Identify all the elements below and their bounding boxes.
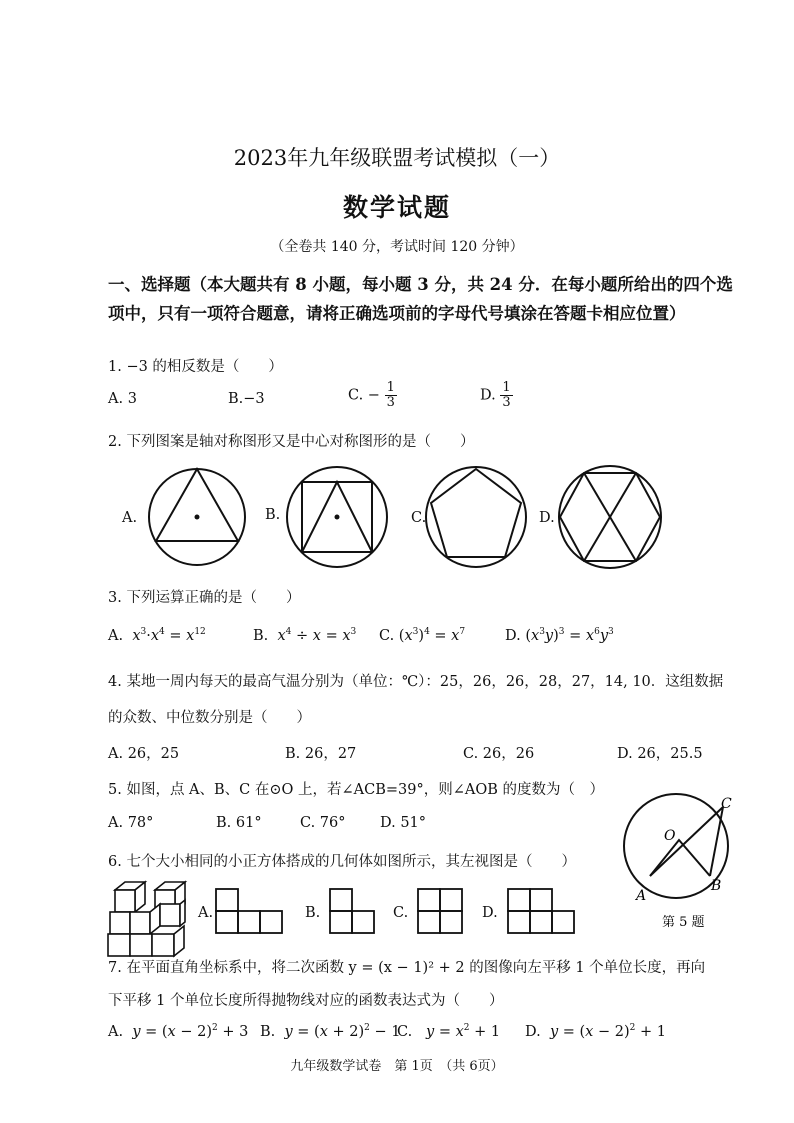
q5-stem: 5. 如图，点 A、B、C 在⊙O 上，若∠ACB=39°，则∠AOB 的度数为（ ） <box>108 782 605 798</box>
q4-option-c: C. 26，26 <box>463 746 535 762</box>
q5-option-a: A. 78° <box>108 815 154 831</box>
q7-option-b-label: B. <box>260 1023 276 1040</box>
q5-option-b: B. 61° <box>216 815 262 831</box>
q4-option-b: B. 26，27 <box>285 746 357 762</box>
q2-figure-c <box>426 467 526 567</box>
q1-option-d-label: D. <box>480 387 496 404</box>
q5-point-o: O <box>664 828 676 844</box>
q3-stem: 3. 下列运算正确的是（ ） <box>108 590 301 606</box>
q3-option-b-label: B. <box>253 627 269 644</box>
q7-option-d-label: D. <box>525 1023 541 1040</box>
q2-stem: 2. 下列图案是轴对称图形又是中心对称图形的是（ ） <box>108 434 475 450</box>
q1-option-c-label: C. <box>348 387 364 404</box>
q5-option-d: D. 51° <box>380 815 427 831</box>
q3-option-c-label: C. <box>379 627 395 644</box>
q7-option-c-label: C. <box>397 1023 413 1040</box>
q1-d-numerator: 1 <box>502 380 511 395</box>
q6-option-d: D. <box>482 905 498 921</box>
q6-option-b-figure <box>330 889 374 933</box>
exam-subject: 数学试题 <box>342 193 451 222</box>
q5-point-c: C <box>721 796 732 812</box>
q4-option-d: D. 26，25.5 <box>617 746 703 762</box>
q6-stem: 6. 七个大小相同的小正方体搭成的几何体如图所示，其左视图是（ ） <box>108 854 576 870</box>
q2-option-a: A. <box>122 510 138 526</box>
q1-option-b: B.−3 <box>228 391 265 407</box>
q7-option-b: B. $y = (x + 2)^2 - 1$ <box>260 1023 401 1040</box>
q4-stem-line2: 的众数、中位数分别是（ ） <box>108 710 311 726</box>
q1-c-numerator: 1 <box>386 380 395 395</box>
exam-note: （全卷共 140 分，考试时间 120 分钟） <box>270 239 524 255</box>
exam-title: 2023年九年级联盟考试模拟（一） <box>233 146 561 170</box>
q6-option-d-figure <box>508 889 574 933</box>
q3-option-c: C. $(x^3)^4 = x^7$ <box>379 627 466 644</box>
q7-option-d: D. $y = (x - 2)^2 + 1$ <box>525 1023 666 1040</box>
q7-option-a-label: A. <box>108 1023 124 1040</box>
q1-option-a: A. 3 <box>108 391 137 407</box>
q5-option-c: C. 76° <box>300 815 346 831</box>
q3-option-a-label: A. <box>108 627 124 644</box>
q2-option-b: B. <box>265 507 281 523</box>
q3-option-d-label: D. <box>505 627 521 644</box>
q5-point-b: B <box>711 878 722 894</box>
q2-figure-b <box>287 467 387 567</box>
q1-stem: 1. −3 的相反数是（ ） <box>108 359 283 375</box>
q5-figure-caption: 第 5 题 <box>662 915 705 930</box>
q6-solid-figure <box>108 882 185 956</box>
section-heading: 一、选择题（本大题共有 8 小题，每小题 3 分，共 24 分．在每小题所给出的四个选项中，只有一项符合题意，请将正确选项前的字母代号填涂在答题卡相应位置） <box>108 275 733 323</box>
q1-c-denominator: 3 <box>386 395 395 410</box>
q2-option-d: D. <box>539 510 555 526</box>
q6-option-c-figure <box>418 889 462 933</box>
q5-point-a: A <box>636 888 647 904</box>
q2-figure-a <box>149 469 245 565</box>
page-footer: 九年级数学试卷 第 1页 （共 6页） <box>290 1059 504 1074</box>
q4-stem-line1: 4. 某地一周内每天的最高气温分别为（单位：℃）：25，26，26，28，27，14, 10．这组数据 <box>108 674 724 690</box>
q3-option-a: A. $x^3\cdot x^4 = x^{12}$ <box>108 627 206 644</box>
q6-option-c: C. <box>393 905 409 921</box>
q7-stem-line2: 下平移 1 个单位长度所得抛物线对应的函数表达式为（ ） <box>108 993 504 1009</box>
q7-option-c: C. $y = x^2 + 1$ <box>397 1023 501 1040</box>
q6-option-b: B. <box>305 905 321 921</box>
q2-option-c: C. <box>411 510 427 526</box>
q7-stem-line1: 7. 在平面直角坐标系中，将二次函数 y = (x − 1)² + 2 的图像向左平移 1 个单位长度，再向 <box>108 960 706 976</box>
q4-option-a: A. 26，25 <box>108 746 180 762</box>
q3-option-b: B. $x^4 \div x = x^3$ <box>253 627 357 644</box>
q3-option-d: D. $(x^3y)^3 = x^6y^3$ <box>505 627 614 644</box>
q1-d-denominator: 3 <box>502 395 511 410</box>
q6-option-a: A. <box>198 905 214 921</box>
q7-option-a: A. $y = (x - 2)^2 + 3$ <box>108 1023 249 1040</box>
q6-option-a-figure <box>216 889 282 933</box>
q1-option-c-minus: − <box>367 387 380 404</box>
q2-figure-d <box>559 466 661 568</box>
